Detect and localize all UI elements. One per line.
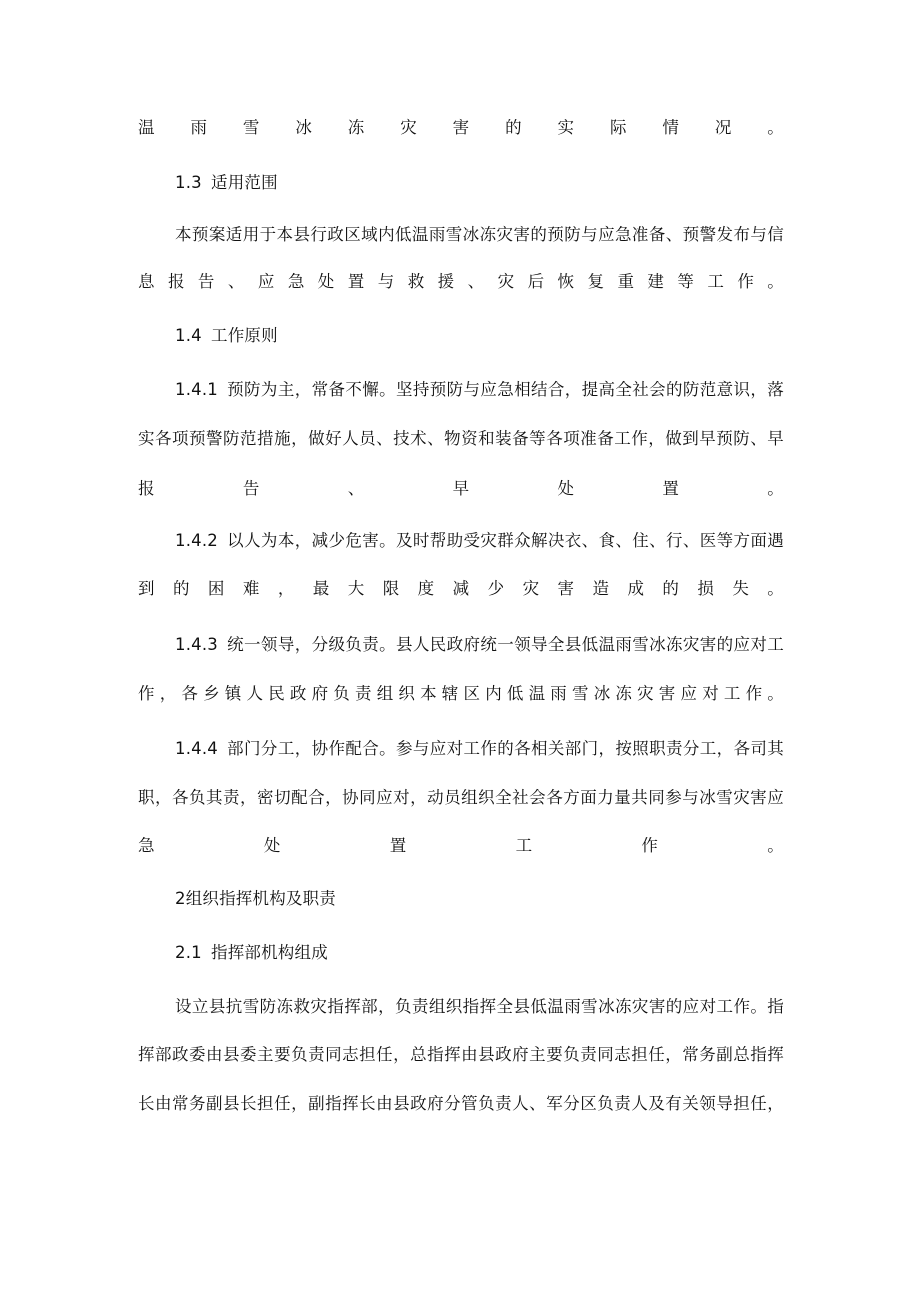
clause-text: 预防为主，常备不懈。坚持预防与应急相结合，提高全社会的防范意识，落 <box>227 380 784 399</box>
section-heading-1-3 <box>175 172 278 194</box>
clause-number: 1.4.2 <box>175 531 218 550</box>
chapter-heading-2: 2组织指挥机构及职责 <box>175 889 336 908</box>
clause-text: 统一领导，分级负责。县人民政府统一领导全县低温雨雪冰冻灾害的应对工 <box>227 635 784 654</box>
clause-text: 部门分工，协作配合。参与应对工作的各相关部门，按照职责分工，各司其 <box>227 739 784 758</box>
section-heading-2-1 <box>175 942 328 964</box>
continuation-line: 温雨雪冰冻灾害的实际情况。 <box>138 118 784 137</box>
paragraph-1-4-3-line-2: 作，各乡镇人民政府负责组织本辖区内低温雨雪冰冻灾害应对工作。 <box>138 684 784 703</box>
paragraph-1-4-4-line-3: 急处置工作。 <box>138 836 784 855</box>
section-heading-1-4 <box>175 325 278 347</box>
paragraph-2-1-line-1: 设立县抗雪防冻救灾指挥部，负责组织指挥全县低温雨雪冰冻灾害的应对工作。指 <box>175 997 784 1016</box>
section-title: 指挥部机构组成 <box>211 943 328 962</box>
paragraph-1-4-1-line-1 <box>175 379 784 401</box>
paragraph-1-3-line-2: 息报告、应急处置与救援、灾后恢复重建等工作。 <box>138 272 784 291</box>
section-title: 工作原则 <box>211 326 278 345</box>
section-number: 1.3 <box>175 173 202 192</box>
section-number: 2.1 <box>175 943 202 962</box>
clause-number: 1.4.1 <box>175 380 218 399</box>
paragraph-1-4-4-line-2: 职，各负其责，密切配合，协同应对，动员组织全社会各方面力量共同参与冰雪灾害应 <box>138 788 784 807</box>
paragraph-2-1-line-2: 挥部政委由县委主要负责同志担任，总指挥由县政府主要负责同志担任，常务副总指挥 <box>138 1045 784 1064</box>
paragraph-2-1-line-3: 长由常务副县长担任，副指挥长由县政府分管负责人、军分区负责人及有关领导担任， <box>138 1094 784 1113</box>
paragraph-1-4-1-line-2: 实各项预警防范措施，做好人员、技术、物资和装备等各项准备工作，做到早预防、早 <box>138 429 784 448</box>
paragraph-1-4-4-line-1 <box>175 738 784 760</box>
paragraph-1-4-3-line-1 <box>175 634 784 656</box>
section-title: 适用范围 <box>211 173 278 192</box>
section-number: 1.4 <box>175 326 202 345</box>
paragraph-1-4-1-line-3: 报告、早处置。 <box>138 479 784 498</box>
clause-text: 以人为本，减少危害。及时帮助受灾群众解决衣、食、住、行、医等方面遇 <box>227 531 784 550</box>
clause-number: 1.4.3 <box>175 635 218 654</box>
paragraph-1-4-2-line-2: 到的困难，最大限度减少灾害造成的损失。 <box>138 579 784 598</box>
paragraph-1-3-line-1: 本预案适用于本县行政区域内低温雨雪冰冻灾害的预防与应急准备、预警发布与信 <box>175 225 784 244</box>
clause-number: 1.4.4 <box>175 739 218 758</box>
paragraph-1-4-2-line-1 <box>175 530 784 552</box>
